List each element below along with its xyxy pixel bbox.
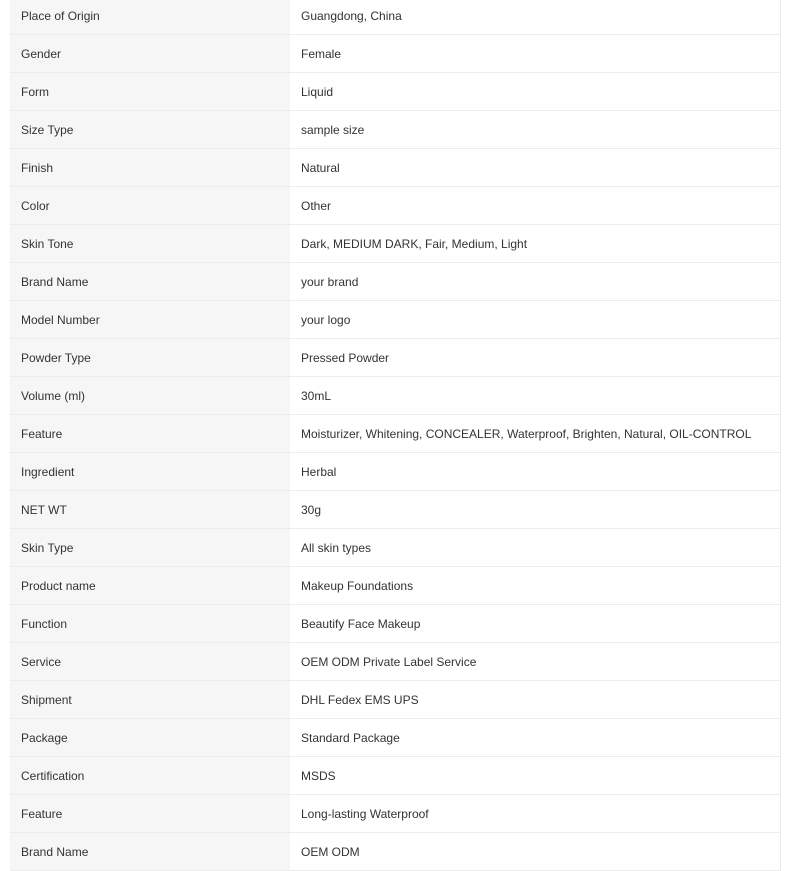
attribute-key: Color	[10, 187, 290, 225]
attribute-value: Natural	[290, 149, 781, 187]
table-row	[10, 491, 781, 529]
table-row	[10, 453, 781, 491]
attribute-value: 30g	[290, 491, 781, 529]
attributes-body	[10, 0, 781, 871]
table-row	[10, 795, 781, 833]
attribute-key: Service	[10, 643, 290, 681]
attribute-value: Female	[290, 35, 781, 73]
attribute-key: Shipment	[10, 681, 290, 719]
table-row	[10, 225, 781, 263]
table-row	[10, 529, 781, 567]
attribute-key: Gender	[10, 35, 290, 73]
attribute-key: Feature	[10, 795, 290, 833]
attribute-value: Beautify Face Makeup	[290, 605, 781, 643]
table-row	[10, 415, 781, 453]
table-row	[10, 73, 781, 111]
attribute-value: OEM ODM	[290, 833, 781, 871]
attribute-key: Volume (ml)	[10, 377, 290, 415]
product-attributes-table	[10, 0, 781, 871]
attribute-key: Brand Name	[10, 263, 290, 301]
table-row	[10, 643, 781, 681]
attribute-value: Dark, MEDIUM DARK, Fair, Medium, Light	[290, 225, 781, 263]
table-row	[10, 605, 781, 643]
table-row	[10, 301, 781, 339]
attribute-key: Model Number	[10, 301, 290, 339]
attribute-key: Function	[10, 605, 290, 643]
attribute-value: Guangdong, China	[290, 0, 781, 35]
table-row	[10, 757, 781, 795]
attribute-key: Form	[10, 73, 290, 111]
attribute-value: sample size	[290, 111, 781, 149]
attribute-value: your logo	[290, 301, 781, 339]
table-row	[10, 187, 781, 225]
attribute-value: 30mL	[290, 377, 781, 415]
attribute-value: Standard Package	[290, 719, 781, 757]
attribute-key: NET WT	[10, 491, 290, 529]
attribute-key: Place of Origin	[10, 0, 290, 35]
attribute-key: Certification	[10, 757, 290, 795]
attribute-value: All skin types	[290, 529, 781, 567]
attribute-value: Makeup Foundations	[290, 567, 781, 605]
attribute-value: Liquid	[290, 73, 781, 111]
table-row	[10, 0, 781, 35]
table-row	[10, 35, 781, 73]
attribute-value: Long-lasting Waterproof	[290, 795, 781, 833]
attribute-key: Skin Type	[10, 529, 290, 567]
table-row	[10, 681, 781, 719]
attribute-value: Other	[290, 187, 781, 225]
attribute-key: Brand Name	[10, 833, 290, 871]
attribute-value: Moisturizer, Whitening, CONCEALER, Waterproof, Brighten, Natural, OIL-CONTROL	[290, 415, 781, 453]
attribute-key: Skin Tone	[10, 225, 290, 263]
table-row	[10, 339, 781, 377]
attribute-value: your brand	[290, 263, 781, 301]
attribute-value: Herbal	[290, 453, 781, 491]
attribute-key: Finish	[10, 149, 290, 187]
attribute-key: Size Type	[10, 111, 290, 149]
attribute-value: Pressed Powder	[290, 339, 781, 377]
attribute-key: Ingredient	[10, 453, 290, 491]
table-row	[10, 377, 781, 415]
attribute-key: Feature	[10, 415, 290, 453]
attribute-key: Powder Type	[10, 339, 290, 377]
attribute-key: Package	[10, 719, 290, 757]
table-row	[10, 263, 781, 301]
attribute-value: DHL Fedex EMS UPS	[290, 681, 781, 719]
table-row	[10, 833, 781, 871]
table-row	[10, 719, 781, 757]
table-row	[10, 149, 781, 187]
attribute-key: Product name	[10, 567, 290, 605]
attribute-value: OEM ODM Private Label Service	[290, 643, 781, 681]
table-row	[10, 111, 781, 149]
table-row	[10, 567, 781, 605]
attribute-value: MSDS	[290, 757, 781, 795]
